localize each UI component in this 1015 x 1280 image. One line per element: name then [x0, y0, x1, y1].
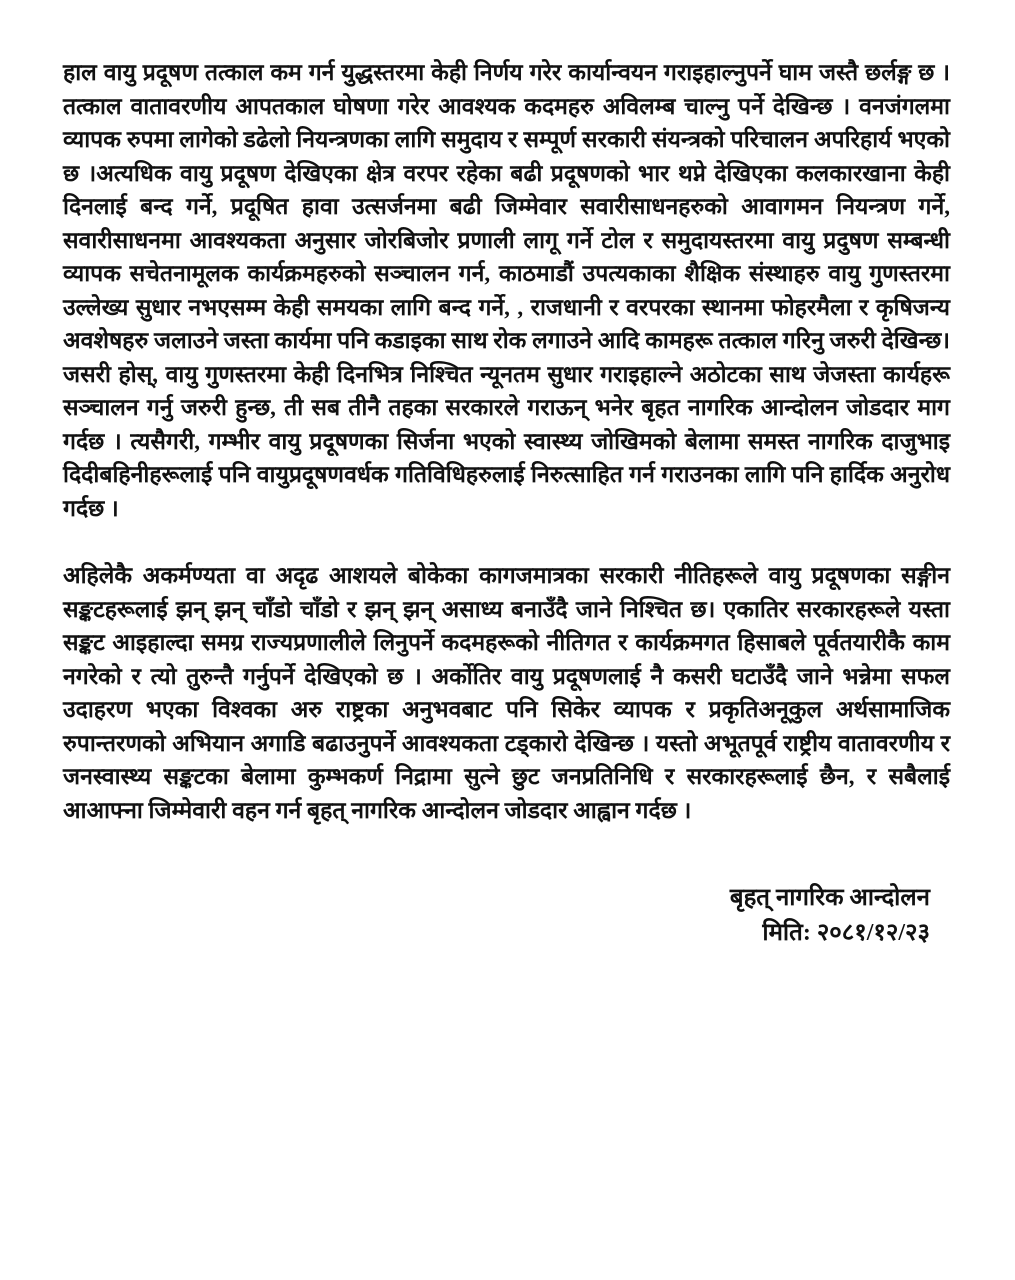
signature-date: मिति: २०८१/१२/२३	[762, 920, 930, 946]
paragraph-government-criticism: अहिलेकै अकर्मण्यता वा अदृढ आशयले बोकेका कागजमात्रका सरकारी नीतिहरूले वायु प्रदूषणका सङ्गीन सङ्कटहरूलाई झन् झन् चाँडो चाँडो र झन् झन् असाध्य बनाउँदै जाने निश्चित छ। एकातिर सरकारहरूले यस्ता सङ्कट आइहाल्दा समग्र राज्यप्रणालीले लिनुपर्ने कदमहरूको नीतिगत र कार्यक्रमगत हिसाबले पूर्वतयारीकै काम नगरेको र त्यो तुरुन्तै गर्नुपर्ने देखिएको छ । अर्कोतिर वायु प्रदूषणलाई नै कसरी घटाउँदै जाने भन्नेमा सफल उदाहरण भएका विश्वका अरु राष्ट्रका अनुभवबाट पनि सिकेर व्यापक र प्रकृतिअनूकुल अर्थसामाजिक रुपान्तरणको अभियान अगाडि बढाउनुपर्ने आवश्यकता टड्कारो देखिन्छ । यस्तो अभूतपूर्व राष्ट्रीय वातावरणीय र जनस्वास्थ्य सङ्कटका बेलामा कुम्भकर्ण निद्रामा सुत्ने छुट जनप्रतिनिधि र सरकारहरूलाई छैन, र सबैलाई आआफ्ना जिम्मेवारी वहन गर्न बृहत् नागरिक आन्दोलन जोडदार आह्वान गर्दछ ।	[63, 563, 950, 823]
signature-organization: बृहत् नागरिक आन्दोलन	[729, 885, 930, 911]
paragraph-air-pollution-demands: हाल वायु प्रदूषण तत्काल कम गर्न युद्धस्तरमा केही निर्णय गरेर कार्यान्वयन गराइहाल्नुपर्ने घाम जस्तै छर्लङ्ग छ । तत्काल वातावरणीय आपतकाल घोषणा गरेर आवश्यक कदमहरु अविलम्ब चाल्नु पर्ने देखिन्छ । वनजंगलमा व्यापक रुपमा लागेको डढेलो नियन्त्रणका लागि समुदाय र सम्पूर्ण सरकारी संयन्त्रको परिचालन अपरिहार्य भएको छ ।अत्यधिक वायु प्रदूषण देखिएका क्षेत्र वरपर रहेका बढी प्रदूषणको भार थप्ने देखिएका कलकारखाना केही दिनलाई बन्द गर्ने, प्रदूषित हावा उत्सर्जनमा बढी जिम्मेवार सवारीसाधनहरुको आवागमन नियन्त्रण गर्ने, सवारीसाधनमा आवश्यकता अनुसार जोरबिजोर प्रणाली लागू गर्ने टोल र समुदायस्तरमा वायु प्रदुषण सम्बन्धी व्यापक सचेतनामूलक कार्यक्रमहरुको सञ्चालन गर्न, काठमाडौं उपत्यकाका शैक्षिक संस्थाहरु वायु गुणस्तरमा उल्लेख्य सुधार नभएसम्म केही समयका लागि बन्द गर्ने, , राजधानी र वरपरका स्थानमा फोहरमैला र कृषिजन्य अवशेषहरु जलाउने जस्ता कार्यमा पनि कडाइका साथ रोक लगाउने आदि कामहरू तत्काल गरिनु जरुरी देखिन्छ। जसरी होस्, वायु गुणस्तरमा केही दिनभित्र निश्चित न्यूनतम सुधार गराइहाल्ने अठोटका साथ जेजस्ता कार्यहरू सञ्चालन गर्नु जरुरी हुन्छ, ती सब तीनै तहका सरकारले गराऊन् भनेर बृहत नागरिक आन्दोलन जोडदार माग गर्दछ । त्यसैगरी, गम्भीर वायु प्रदूषणका सिर्जना भएको स्वास्थ्य जोखिमको बेलामा समस्त नागरिक दाजुभाइ दिदीबहिनीहरूलाई पनि वायुप्रदूषणवर्धक गतिविधिहरुलाई निरुत्साहित गर्न गराउनका लागि पनि हार्दिक अनुरोध गर्दछ ।	[63, 60, 950, 521]
signature-block	[63, 881, 950, 951]
document-body	[63, 56, 950, 951]
